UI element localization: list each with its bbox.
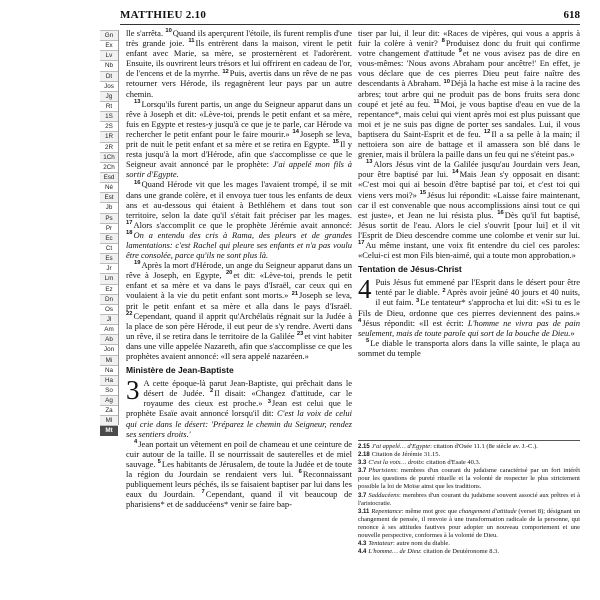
book-tab-ag[interactable]: Ag	[100, 395, 118, 405]
text-run: Quand ils aperçurent l'étoile, ils furent remplis d'une très grande joie.	[126, 28, 352, 49]
text-run: : citation d'Esaïe 40.3.	[422, 459, 481, 467]
text-run: Après la mort d'Hérode, un ange du Seigneur apparut dans un rêve à Joseph, en Egypte,	[126, 260, 352, 281]
text-run: et ne vous avisez pas de dire en vous-mêmes: 'Nous avons Abraham pour ancêtre!' En effet, je vous déclare que de ces pierres Dieu peut faire naître des descendants à Abraham.	[358, 48, 580, 89]
footnote-reference: 3.3	[358, 460, 367, 467]
verse-number: 16	[497, 209, 504, 216]
text-run: : même mot grec que	[401, 507, 459, 515]
book-tab-ec[interactable]: Ec	[100, 233, 118, 243]
book-tab-lm[interactable]: Lm	[100, 273, 118, 283]
book-tab-jon[interactable]: Jon	[100, 344, 118, 354]
verse-number: 13	[134, 98, 141, 105]
page-header	[120, 6, 580, 26]
book-tab-rt[interactable]: Rt	[100, 101, 118, 111]
quotation: J'ai appelé… d'Egypte	[371, 443, 431, 450]
verse-number: 4	[358, 317, 362, 324]
book-tab-1s[interactable]: 1S	[100, 111, 118, 121]
verse-number: 9	[458, 48, 462, 55]
book-tab-so[interactable]: So	[100, 385, 118, 395]
text-run: Il a sa pelle à la main; il nettoiera son aire de battage et il amassera son blé dans le grenier, mais il brûlera la paille dans un feu qui ne s'éteint pas.»	[358, 128, 580, 160]
footnote	[358, 459, 580, 467]
text-run: lle s'arrêta.	[126, 28, 166, 38]
footnote-reference: 4.3	[358, 541, 367, 548]
verse-number: 12	[483, 129, 491, 136]
footnote	[358, 508, 580, 540]
verse-number: 10	[443, 78, 450, 85]
section-heading: Tentation de Jésus-Christ	[358, 264, 462, 275]
book-tab-jl[interactable]: Jl	[100, 314, 118, 324]
book-tab-lv[interactable]: Lv	[100, 50, 118, 60]
paragraph	[126, 439, 352, 510]
text-run: : citation de Deutéronome 8.3.	[419, 548, 499, 556]
text-run: Cependant, quand il vit beaucoup de pharisiens* et de sadducéens* venir se faire bap-	[126, 489, 352, 510]
text-run: Puis Jésus fut emmené par l'Esprit dans le désert pour être tenté par le diable.	[375, 277, 580, 298]
text-run: Il y resta jusqu'à la mort d'Hérode, afin que s'accomplisse ce que le Seigneur avait annoncé par le prophète:	[126, 139, 352, 170]
quotation: Tentateur	[368, 540, 394, 548]
paragraph	[126, 99, 352, 180]
book-tab-jg[interactable]: Jg	[100, 91, 118, 101]
text-run: Alors Jésus vint de la Galilée jusqu'au Jourdain vers Jean, pour être baptisé par lui.	[358, 159, 580, 180]
text-run: Citation de Jérémie 31.15.	[371, 451, 441, 459]
book-tab-1ch[interactable]: 1Ch	[100, 152, 118, 162]
footnote-reference: 2.18	[358, 452, 370, 459]
footnotes	[358, 443, 580, 556]
verse-number: 17	[126, 219, 133, 226]
text-run: Joseph se leva, prit de nuit le petit enfant et sa mère et se retira en Egypte.	[126, 128, 352, 150]
book-tab-jb[interactable]: Jb	[100, 202, 118, 212]
text-run: Mais Jean s'y opposait en disant: «C'est moi qui ai besoin d'être baptisé par toi, et c'est toi qui viens vers moi?»	[358, 169, 580, 200]
verse-number: 3	[267, 398, 271, 405]
book-tab-ex[interactable]: Ex	[100, 40, 118, 50]
verse-number: 20	[225, 270, 233, 277]
paragraph	[126, 260, 352, 361]
section-heading: Ministère de Jean-Baptiste	[126, 365, 234, 376]
paragraph	[126, 28, 352, 99]
book-tab-dn[interactable]: Dn	[100, 294, 118, 304]
verse-number: 7	[201, 489, 205, 496]
book-tab-est[interactable]: Est	[100, 192, 118, 202]
book-tab-mt[interactable]: Mt	[100, 425, 118, 435]
chapter-number: 4	[358, 274, 372, 305]
verse-number: 8	[441, 38, 445, 45]
footnote	[358, 443, 580, 451]
paragraph	[358, 274, 581, 338]
book-tab-nb[interactable]: Nb	[100, 60, 118, 70]
text-run: (verset 8); désignant un changement de pensée, il renvoie à une transformation radicale de la personne, qui renonce à ses attitudes fautives pour adopter un nouveau comportement et une nouvelle perspective, conformes à la volonté de Dieu.	[358, 507, 581, 540]
quotation: changement d'attitude	[458, 507, 517, 515]
verse-number: 15	[332, 139, 340, 146]
verse-number: 2	[442, 287, 446, 294]
book-tab-mi[interactable]: Mi	[100, 355, 118, 365]
footnote	[358, 467, 580, 491]
verse-number: 22	[126, 310, 133, 317]
verse-number: 2	[210, 388, 214, 395]
text-run: tiser par lui, il leur dit: «Races de vipères, qui vous a appris à fuir la colère à venir?	[358, 28, 580, 49]
text-run: Après avoir jeûné 40 jours et 40 nuits, il eut faim.	[375, 287, 580, 308]
quotation: C'est la voix de celui qui crie dans le désert: 'Préparez le chemin du Seigneur, rendez ses sentiers droits.'	[126, 408, 352, 439]
text-run: Ils entrèrent dans la maison, virent le petit enfant avec Marie, sa mère, se prosternèrent et l'adorèrent. Ensuite, ils ouvrirent leurs trésors et lui offrirent en cadeau de l'or, de l'encens et de la myrrhe.	[126, 38, 352, 79]
text-run: Déjà la hache est mise à la racine des arbres; tout arbre qui ne produit pas de bons fruits sera donc coupé et jeté au feu.	[358, 78, 580, 109]
quotation: Repentance	[371, 507, 402, 515]
verse-number: 5	[366, 337, 370, 344]
text-run: Cependant, quand il apprit qu'Archélaüs régnait sur la Judée à la place de son père Hérode, il eut peur de s'y rendre. Averti dans un rêve, il se retira dans le territoire de la Galilée	[126, 310, 352, 341]
book-tab-1r[interactable]: 1R	[100, 131, 118, 141]
verse-number: 23	[296, 330, 304, 337]
text-run: : citation d'Osée 11.1 (8e siècle av. J.-C.).	[430, 443, 538, 450]
text-run: Le diable le transporta alors dans la ville sainte, le plaça au sommet du temple	[358, 337, 580, 358]
paragraph	[126, 179, 352, 260]
verse-number: 19	[134, 260, 141, 267]
text-run: Puis, avertis dans un rêve de ne pas retourner vers Hérode, ils regagnèrent leur pays par un autre chemin.	[126, 68, 352, 99]
book-tab-os[interactable]: Os	[100, 304, 118, 314]
text-run: : autre nom du diable.	[393, 540, 450, 548]
text-run: Il disait: «Changez d'attitude, car le royaume des cieux est proche.»	[143, 388, 353, 409]
text-run: Produisez donc du fruit qui confirme votre changement d'attitude	[358, 38, 580, 59]
verse-number: 10	[165, 28, 172, 35]
paragraph	[358, 338, 580, 358]
verse-number: 6	[298, 469, 302, 476]
footnote-reference: 3.11	[358, 508, 370, 515]
text-run: : membres d'un courant du judaïsme caractérisé par un fort intérêt pour les questions de pureté rituelle et la volonté de respecter le plus strictement possible la loi de Moïse ainsi que les traditions.	[358, 467, 580, 491]
text-run: A cette époque-là parut Jean-Baptiste, qui prêchait dans le désert de Judée.	[143, 378, 352, 399]
book-tab-jr[interactable]: Jr	[100, 263, 118, 273]
text-run: : membres d'un courant du judaïsme souvent associé aux prêtres et à l'aristocratie.	[358, 491, 580, 507]
quotation: C'est la voix… droits	[368, 459, 423, 467]
footnote-reference: 2.15	[358, 444, 370, 450]
notes-rule	[358, 440, 580, 441]
quotation: L'homme… de Dieu	[368, 548, 420, 556]
book-tab-na[interactable]: Na	[100, 365, 118, 375]
book-tab-ps[interactable]: Ps	[100, 213, 118, 223]
book-tab-esd[interactable]: Esd	[100, 172, 118, 182]
footnote-reference: 4.4	[358, 549, 367, 556]
footnote	[358, 451, 580, 459]
text-column-right	[358, 28, 580, 358]
verse-number: 12	[222, 68, 229, 75]
verse-number: 4	[134, 438, 138, 445]
verse-number: 17	[358, 240, 365, 247]
verse-number: 15	[419, 189, 427, 196]
book-tab-jos[interactable]: Jos	[100, 81, 118, 91]
text-run: »	[570, 327, 575, 338]
book-tab-za[interactable]: Za	[100, 405, 118, 415]
text-run: Les habitants de Jérusalem, de toute la Judée et de toute la région du Jourdain se rendaient vers lui.	[126, 458, 352, 480]
book-tab-es[interactable]: Es	[100, 253, 118, 263]
book-tab-ab[interactable]: Ab	[100, 334, 118, 344]
book-tab-dt[interactable]: Dt	[100, 71, 118, 81]
book-tab-ml[interactable]: Ml	[100, 415, 118, 425]
tabs-divider	[118, 30, 119, 425]
quotation: Pharisiens	[368, 467, 397, 475]
book-tab-pr[interactable]: Pr	[100, 223, 118, 233]
text-run: et vint habiter dans une ville appelée Nazareth, afin que s'accomplisse ce que les prophètes avaient annoncé: «Il sera appelé nazaréen.»	[126, 330, 352, 361]
header-rule	[120, 24, 580, 25]
verse-number: 16	[134, 179, 141, 186]
book-tab-ct[interactable]: Ct	[100, 243, 118, 253]
footnote	[358, 548, 580, 556]
text-run: Dès qu'il fut baptisé, Jésus sortit de l'eau. Alors le ciel s'ouvrit [pour lui] et il vit l'Esprit de Dieu descendre comme une colombe et venir sur lui.	[358, 209, 580, 240]
footnote	[358, 540, 580, 548]
quotation: J'ai appelé mon fils à sortir d'Egypte.	[126, 159, 353, 180]
text-run: Quand Hérode vit que les mages l'avaient trompé, il se mit dans une grande colère, et il envoya tuer tous les enfants de deux ans et au-dessous qui étaient à Bethléhem et dans tout son territoire, selon la date qu'il s'était fait préciser par les mages.	[126, 179, 352, 220]
footnote-reference: 3.7	[358, 468, 367, 475]
text-run: Jean est celui que le prophète Esaïe avait annoncé lorsqu'il dit:	[126, 398, 352, 419]
verse-number: 14	[292, 129, 299, 136]
text-run: Moi, je vous baptise d'eau en vue de la repentance*, mais celui qui vient après moi est plus puissant que moi et je ne suis pas digne de porter ses sandales. Lui, il vous baptisera du Saint-Esprit et de feu.	[358, 98, 581, 139]
text-run: Au même instant, une voix fit entendre du ciel ces paroles: «Celui-ci est mon Fils bien-aimé, qui a toute mon approbation.»	[358, 239, 580, 261]
text-run: et dit: «Lève-toi, prends le petit enfant et sa mère et va dans le pays d'Israël, car ceux qui en voulaient à la vie du petit enfant sont morts.»	[126, 270, 352, 301]
book-tab-gn[interactable]: Gn	[100, 30, 118, 40]
footnote-reference: 3.7	[358, 492, 367, 499]
verse-number: 21	[291, 290, 299, 297]
book-tab-2s[interactable]: 2S	[100, 121, 118, 131]
chapter-number: 3	[126, 375, 140, 406]
text-run: Lorsqu'ils furent partis, un ange du Seigneur apparut dans un rêve à Joseph et dit: «Lève-toi, prends le petit enfant et sa mère, fuis en Egypte et restes-y jusqu'à ce que je te parle, car Hérode va rechercher le petit enfant pour le faire mourir.»	[126, 98, 352, 139]
footnote	[358, 492, 580, 508]
text-run: Joseph se leva, prit le petit enfant et sa mère et alla dans le pays d'Israël.	[126, 290, 352, 311]
verse-number: 11	[188, 38, 195, 45]
text-run: Alors s'accomplit ce que le prophète Jérémie avait annoncé:	[133, 219, 352, 230]
running-head-reference: MATTHIEU 2.10	[120, 9, 207, 21]
text-run: Jésus lui répondit: «Laisse faire maintenant, car il est convenable que nous accomplissions ainsi tout ce qui est juste», et Jean ne lui résista plus.	[358, 189, 581, 220]
verse-number: 14	[452, 169, 459, 176]
book-tab-ez[interactable]: Ez	[100, 284, 118, 294]
verse-number: 13	[366, 159, 373, 166]
verse-number: 3	[416, 297, 420, 304]
book-tabs	[100, 30, 118, 436]
paragraph	[358, 159, 580, 260]
text-run: Jean portait un vêtement en poil de chameau et une ceinture de cuir autour de la taille. Il se nourrissait de sauterelles et de miel sauvage.	[126, 438, 352, 469]
text-run: Jésus répondit: «Il est écrit:	[362, 317, 468, 328]
verse-number: 11	[433, 98, 440, 105]
book-tab-né[interactable]: Né	[100, 182, 118, 192]
book-tab-2ch[interactable]: 2Ch	[100, 162, 118, 172]
book-tab-am[interactable]: Am	[100, 324, 118, 334]
verse-number: 18	[126, 230, 133, 237]
book-tab-2r[interactable]: 2R	[100, 142, 118, 152]
quotation: On a entendu des cris à Rama, des pleurs et de grandes lamentations: c'est Rachel qui pleure ses enfants et n'a pas voulu être consolée, parce qu'ils ne sont plus là.	[126, 229, 352, 261]
quotation: L'homme ne vivra pas de pain seulement, mais de toute parole qui sort de la bouche de Dieu.	[358, 317, 580, 338]
book-tab-ha[interactable]: Ha	[100, 375, 118, 385]
paragraph	[126, 375, 353, 439]
text-run: Le tentateur* s'approcha et lui dit: «Si tu es le Fils de Dieu, ordonne que ces pierres deviennent des pains.»	[358, 297, 581, 318]
text-column-left	[126, 28, 352, 509]
quotation: Sadducéens	[368, 491, 400, 499]
verse-number: 5	[157, 459, 161, 466]
text-run: Reconnaissant publiquement leurs péchés, ils se faisaient baptiser par lui dans les eaux du Jourdain.	[126, 469, 352, 500]
paragraph	[358, 28, 580, 159]
page-number: 618	[563, 9, 580, 21]
